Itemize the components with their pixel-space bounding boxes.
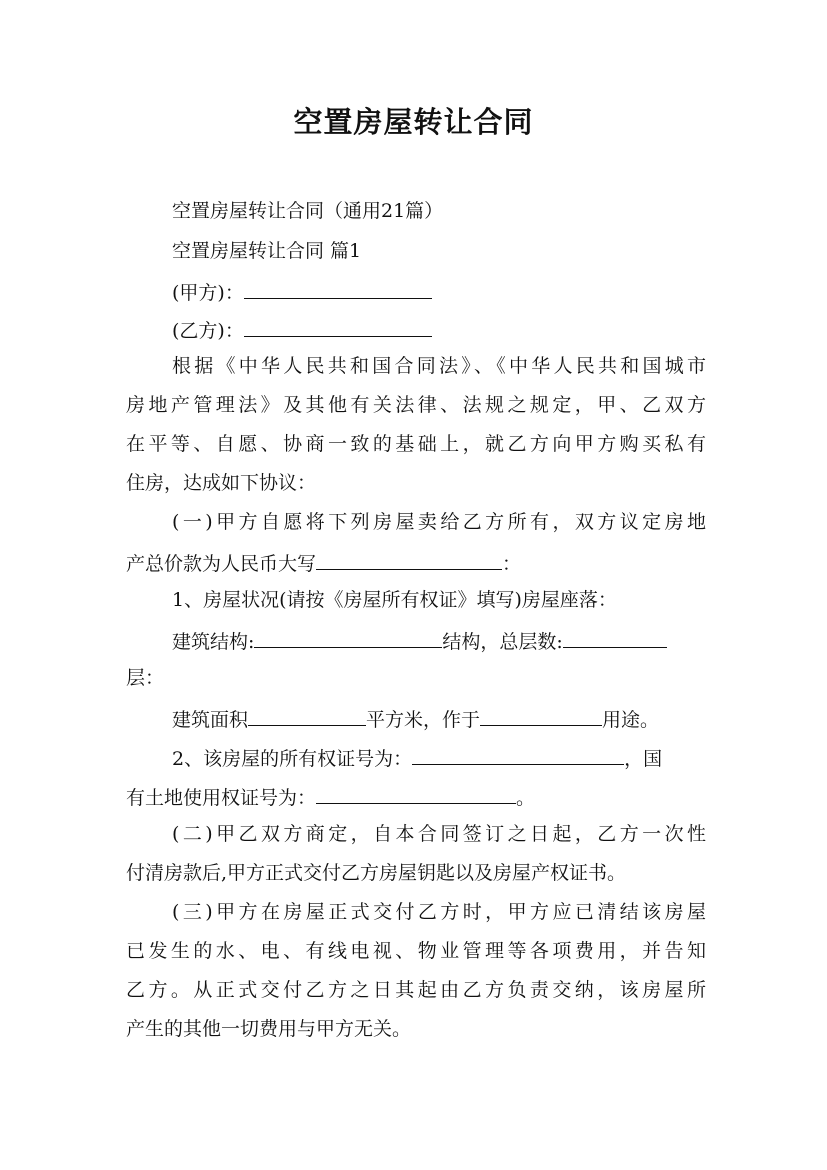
paragraph-line: 产生的其他一切费用与甲方无关。 bbox=[126, 1018, 412, 1040]
floors-unit-line: 层： bbox=[126, 667, 165, 689]
land-cert-blank bbox=[316, 786, 516, 804]
land-cert-suffix: 。 bbox=[516, 787, 536, 809]
paragraph-line: (三)甲方在房屋正式交付乙方时，甲方应已清结该房屋 bbox=[172, 901, 706, 923]
structure-label: 建筑结构: bbox=[172, 631, 255, 653]
paragraph-line: 已发生的水、电、有线电视、物业管理等各项费用，并告知 bbox=[126, 940, 706, 962]
ownership-cert-blank bbox=[412, 747, 624, 765]
area-blank bbox=[248, 708, 366, 726]
party-a-label: (甲方)： bbox=[172, 282, 244, 304]
usage-blank bbox=[480, 708, 602, 726]
price-blank bbox=[316, 552, 502, 570]
subtitle-line: 空置房屋转让合同（通用21篇） bbox=[172, 200, 444, 222]
party-a-line bbox=[172, 281, 706, 303]
document-title: 空置房屋转让合同 bbox=[293, 105, 534, 139]
structure-line bbox=[172, 630, 706, 652]
area-line bbox=[172, 708, 706, 730]
paragraph-line: 住房，达成如下协议： bbox=[126, 472, 317, 494]
land-cert-label: 有土地使用权证号为： bbox=[126, 787, 317, 809]
party-b-blank bbox=[244, 319, 432, 337]
paragraph-line: 房地产管理法》及其他有关法律、法规之规定，甲、乙双方 bbox=[126, 394, 706, 416]
ownership-cert-suffix: ，国 bbox=[624, 748, 663, 770]
party-b-label: (乙方)： bbox=[172, 320, 244, 342]
land-cert-line bbox=[126, 786, 706, 808]
floors-label: 结构，总层数: bbox=[442, 631, 563, 653]
price-label: 产总价款为人民币大写 bbox=[126, 553, 317, 575]
ownership-cert-label: 2、该房屋的所有权证号为： bbox=[172, 748, 413, 770]
party-a-blank bbox=[244, 281, 432, 299]
area-label: 建筑面积 bbox=[172, 709, 249, 731]
paragraph-line: 付清房款后,甲方正式交付乙方房屋钥匙以及房屋产权证书。 bbox=[126, 862, 627, 884]
usage-suffix: 用途。 bbox=[602, 709, 660, 731]
paragraph-line: 根据《中华人民共和国合同法》、《中华人民共和国城市 bbox=[172, 355, 706, 377]
floors-blank bbox=[563, 630, 667, 648]
party-b-line bbox=[172, 319, 706, 341]
paragraph-line: 在平等、自愿、协商一致的基础上，就乙方向甲方购买私有 bbox=[126, 433, 706, 455]
paragraph-line: (一)甲方自愿将下列房屋卖给乙方所有，双方议定房地 bbox=[172, 511, 706, 533]
structure-blank bbox=[254, 630, 442, 648]
price-line bbox=[126, 552, 706, 574]
ownership-cert-line bbox=[172, 747, 706, 769]
paragraph-line: (二)甲乙双方商定，自本合同签订之日起，乙方一次性 bbox=[172, 823, 706, 845]
section-heading: 空置房屋转让合同 篇1 bbox=[172, 240, 362, 262]
price-colon: ： bbox=[502, 553, 522, 575]
paragraph-line: 1、房屋状况(请按《房屋所有权证》填写)房屋座落： bbox=[172, 589, 617, 611]
paragraph-line: 乙方。从正式交付乙方之日其起由乙方负责交纳，该房屋所 bbox=[126, 979, 706, 1001]
usage-label: 平方米，作于 bbox=[366, 709, 481, 731]
